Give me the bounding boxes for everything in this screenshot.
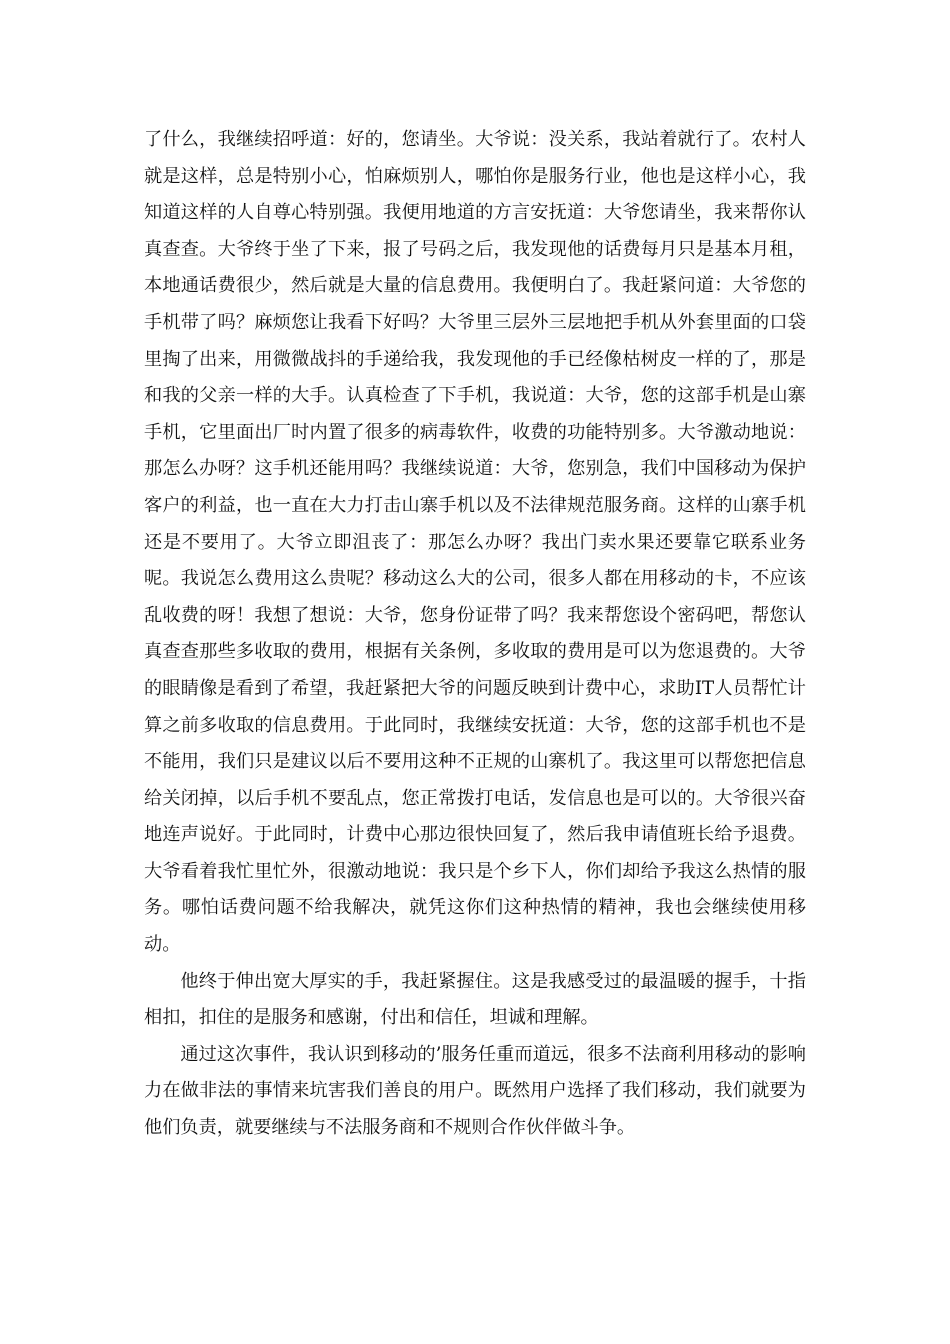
paragraph-1: 了什么，我继续招呼道：好的，您请坐。大爷说：没关系，我站着就行了。农村人就是这样，总是特别小心，怕麻烦别人，哪怕你是服务行业，他也是这样小心，我知道这样的人自尊心特别强。我便用地道的方言安抚道：大爷您请坐，我来帮你认真查查。大爷终于坐了下来，报了号码之后，我发现他的话费每月只是基本月租，本地通话费很少，然后就是大量的信息费用。我便明白了。我赶紧问道：大爷您的手机带了吗？麻烦您让我看下好吗？大爷里三层外三层地把手机从外套里面的口袋里掏了出来，用微微战抖的手递给我，我发现他的手已经像枯树皮一样的了，那是和我的父亲一样的大手。认真检查了下手机，我说道：大爷，您的这部手机是山寨手机，它里面出厂时内置了很多的病毒软件，收费的功能特别多。大爷激动地说：那怎么办呀？这手机还能用吗？我继续说道：大爷，您别急，我们中国移动为保护客户的利益，也一直在大力打击山寨手机以及不法律规范服务商。这样的山寨手机还是不要用了。大爷立即沮丧了：那怎么办呀？我出门卖水果还要靠它联系业务呢。我说怎么费用这么贵呢？移动这么大的公司，很多人都在用移动的卡，不应该乱收费的呀！我想了想说：大爷，您身份证带了吗？我来帮您设个密码吧，帮您认真查查那些多收取的费用，根据有关条例，多收取的费用是可以为您退费的。大爷的眼睛像是看到了希望，我赶紧把大爷的问题反映到计费中心，求助IT人员帮忙计算之前多收取的信息费用。于此同时，我继续安抚道：大爷，您的这部手机也不是不能用，我们只是建议以后不要用这种不正规的山寨机了。我这里可以帮您把信息给关闭掉，以后手机不要乱点，您正常拨打电话，发信息也是可以的。大爷很兴奋地连声说好。于此同时，计费中心那边很快回复了，然后我申请值班长给予退费。大爷看着我忙里忙外，很激动地说：我只是个乡下人，你们却给予我这么热情的服务。哪怕话费问题不给我解决，就凭这你们这种热情的精神，我也会继续使用移动。: [144, 129, 806, 956]
document-body: [144, 122, 806, 1147]
paragraph-3: 通过这次事件，我认识到移动的’服务任重而道远，很多不法商利用移动的影响力在做非法的事情来坑害我们善良的用户。既然用户选择了我们移动，我们就要为他们负责，就要继续与不法服务商和不规则合作伙伴做斗争。: [144, 1043, 806, 1139]
paragraph-2: 他终于伸出宽大厚实的手，我赶紧握住。这是我感受过的最温暖的握手，十指相扣，扣住的是服务和感谢，付出和信任，坦诚和理解。: [144, 970, 806, 1029]
